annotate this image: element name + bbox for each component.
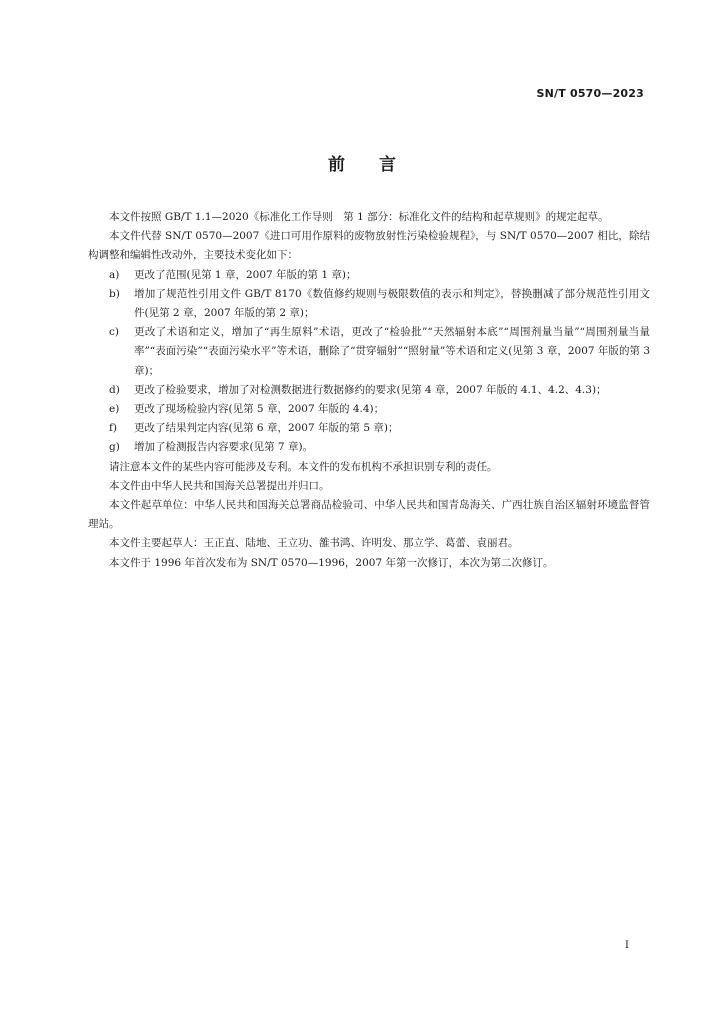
- replacement-paragraph: 本文件代替 SN/T 0570—2007《进口可用作原料的废物放射性污染检验规程》，与 SN/T 0570—2007 相比，除结构调整和编辑性改动外，主要技术变化如下：: [88, 230, 650, 262]
- change-marker: b): [109, 287, 120, 300]
- change-marker: d): [109, 383, 120, 396]
- change-text: 增加了检测报告内容要求(见第 7 章)。: [134, 441, 314, 454]
- change-item: [88, 381, 650, 400]
- change-text: 更改了术语和定义，增加了“再生原料”术语，更改了“检验批”“天然辐射本底”“周围剂量当量”“周围剂量当量率”“表面污染”“表面污染水平”等术语，删除了“贯穿辐射”“照射量”等术语和定义(见第 3 章，2007 年版的第 3 章)；: [134, 326, 650, 377]
- change-marker: a): [109, 268, 120, 281]
- drafters: 本文件主要起草人：王正直、陆地、王立功、雒书鸿、许明发、那立学、葛蕾、袁丽君。: [109, 537, 519, 550]
- change-marker: g): [109, 441, 120, 454]
- proposer-statement: 本文件由中华人民共和国海关总署提出并归口。: [109, 479, 330, 492]
- patent-notice: 请注意本文件的某些内容可能涉及专利。本文件的发布机构不承担识别专利的责任。: [109, 460, 498, 473]
- drafting-units: 本文件起草单位：中华人民共和国海关总署商品检验司、中华人民共和国青岛海关、广西壮族自治区辐射环境监督管理站。: [88, 499, 650, 531]
- change-text: 更改了现场检验内容(见第 5 章，2007 年版的 4.4)；: [134, 403, 385, 416]
- standard-code: SN/T 0570—2023: [536, 87, 644, 100]
- page-number: I: [625, 940, 629, 951]
- change-text: 更改了结果判定内容(见第 6 章，2007 年版的第 5 章)；: [134, 422, 399, 435]
- change-marker: e): [109, 403, 120, 416]
- change-item: [88, 266, 650, 285]
- drafting-basis-paragraph: 本文件按照 GB/T 1.1—2020《标准化工作导则 第 1 部分：标准化文件的结构和起草规则》的规定起草。: [109, 211, 609, 223]
- revision-history: 本文件于 1996 年首次发布为 SN/T 0570—1996，2007 年第一次修订，本次为第二次修订。: [109, 556, 554, 569]
- change-item: [88, 323, 650, 381]
- change-text: 更改了检验要求，增加了对检测数据进行数据修约的要求(见第 4 章，2007 年版的 4.1、4.2、4.3)；: [134, 383, 607, 396]
- change-item: [88, 438, 650, 457]
- change-item: [88, 419, 650, 438]
- change-text: 更改了范围(见第 1 章，2007 年版的第 1 章)；: [134, 268, 357, 281]
- change-item: [88, 400, 650, 419]
- page-title: 前言: [328, 155, 430, 175]
- change-text: 增加了规范性引用文件 GB/T 8170《数值修约规则与极限数值的表示和判定》，替换删减了部分规范性引用文件(见第 2 章，2007 年版的第 2 章)；: [134, 287, 650, 320]
- foreword-body: [88, 208, 650, 573]
- change-item: [88, 285, 650, 323]
- change-marker: f): [109, 422, 117, 435]
- change-marker: c): [109, 326, 119, 339]
